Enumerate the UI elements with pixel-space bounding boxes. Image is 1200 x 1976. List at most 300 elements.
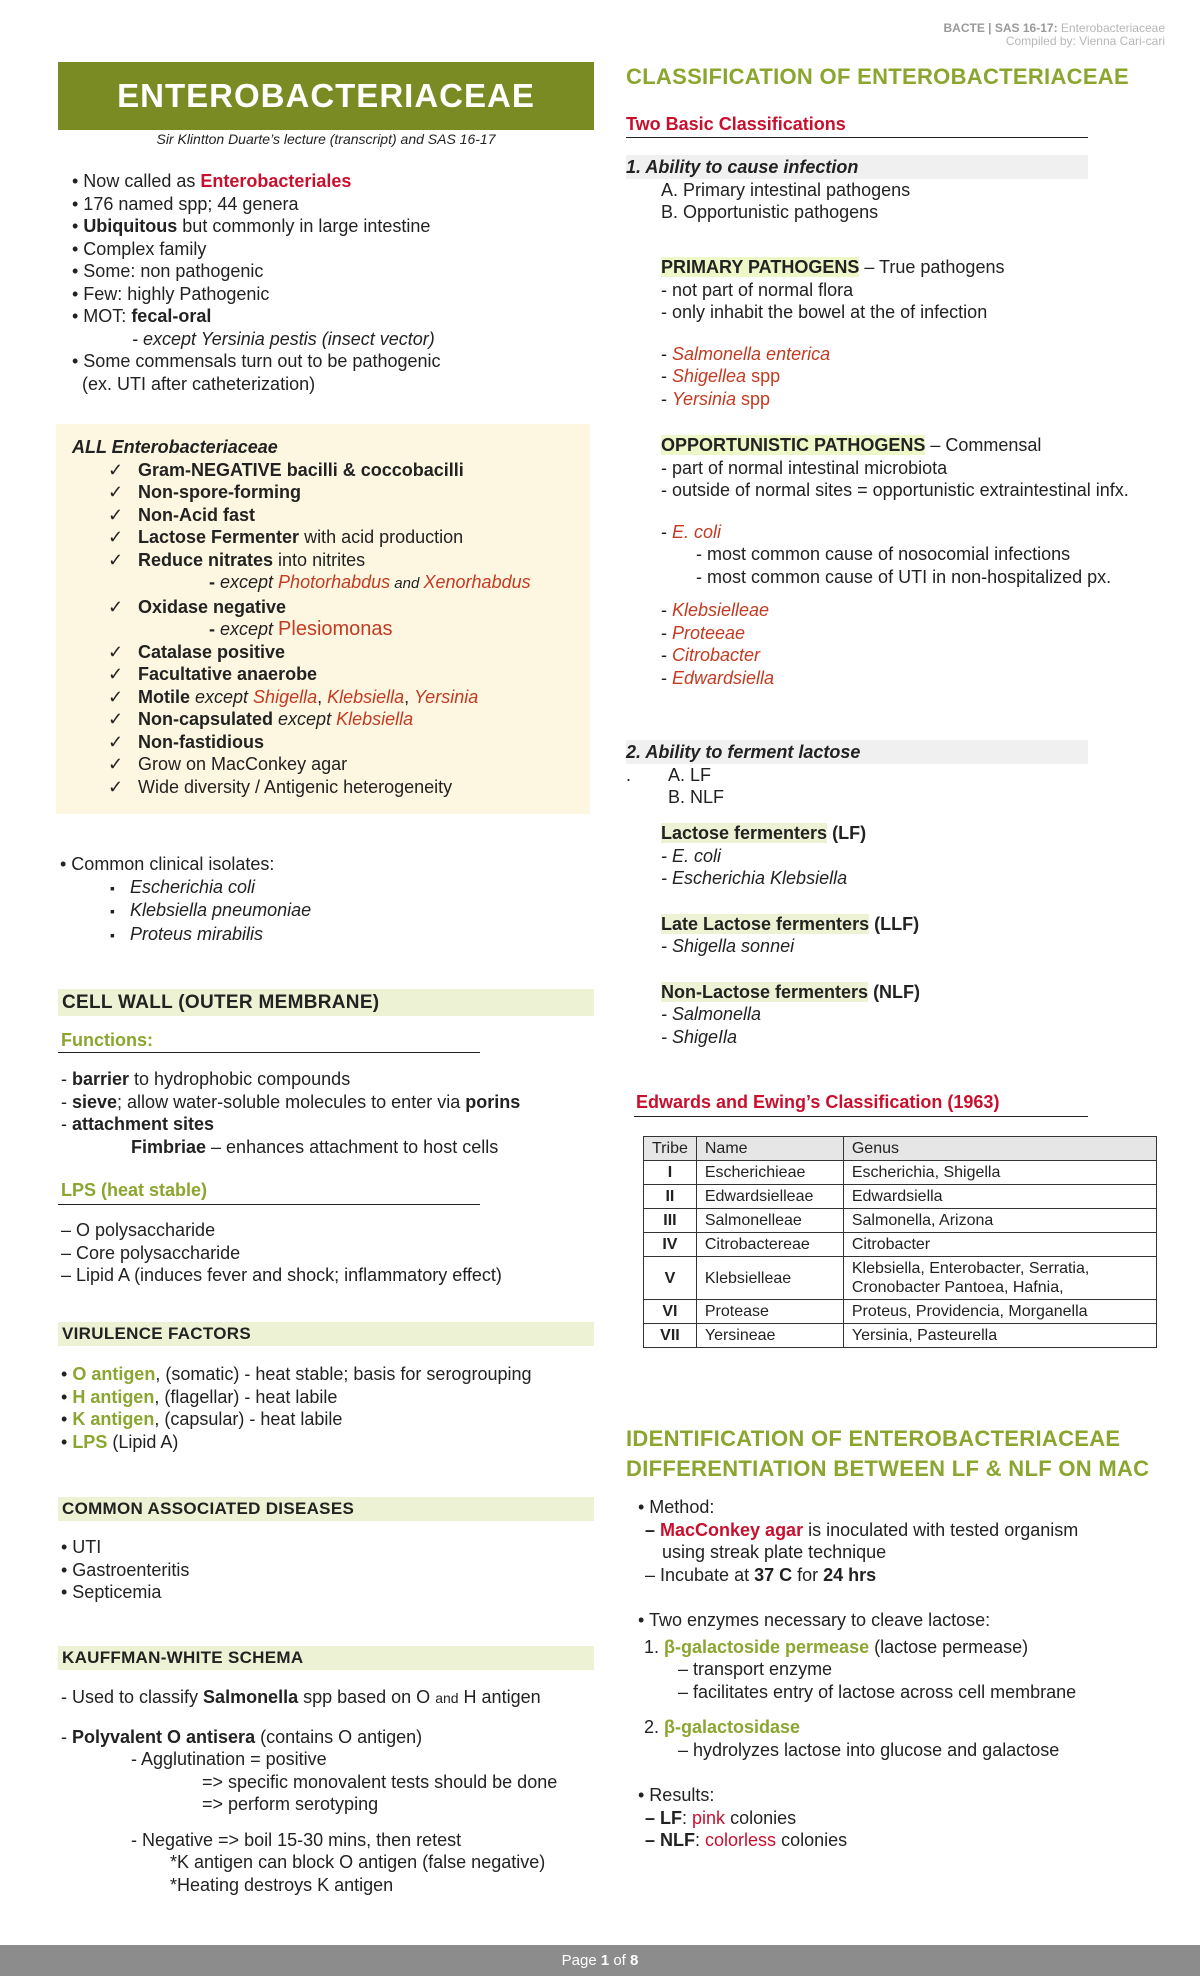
intro-item: • Complex family bbox=[72, 238, 207, 259]
tribe-cell: II bbox=[644, 1185, 697, 1209]
text-bold: Non-fastidious bbox=[138, 731, 264, 752]
tribe-cell: V bbox=[644, 1257, 697, 1300]
property-item bbox=[108, 663, 531, 686]
llf-heading-line bbox=[661, 913, 920, 936]
table-header-row bbox=[644, 1137, 1157, 1161]
text-bold: fecal-oral bbox=[131, 306, 212, 326]
property-item bbox=[108, 686, 531, 709]
kauffman-content bbox=[61, 1686, 557, 1896]
column-header: Tribe bbox=[644, 1137, 697, 1161]
text-bold: Fimbriae bbox=[131, 1136, 207, 1157]
primary-item: - only inhabit the bowel at the of infection bbox=[661, 302, 988, 322]
text: – bbox=[645, 1807, 661, 1828]
tribe-cell: VI bbox=[644, 1300, 697, 1324]
page-number: 1 bbox=[600, 1952, 610, 1969]
lps-item: – O polysaccharide bbox=[61, 1220, 216, 1240]
name-cell: Citrobactereae bbox=[696, 1233, 843, 1257]
column-header: Name bbox=[696, 1137, 843, 1161]
lf-item: - E. coli bbox=[661, 845, 722, 866]
isolate-item bbox=[110, 899, 311, 923]
lactose-groups bbox=[661, 822, 920, 1048]
organism: Yersinia bbox=[672, 388, 737, 409]
organism-item bbox=[661, 667, 1129, 690]
text-bold: H antigen bbox=[72, 1386, 155, 1407]
square-bullet-icon: ▪ bbox=[110, 879, 115, 896]
text: 1. bbox=[644, 1636, 665, 1657]
text-bold: Catalase positive bbox=[138, 641, 286, 662]
check-icon: ✓ bbox=[108, 641, 124, 662]
text-bold: Motile bbox=[138, 686, 190, 707]
text: - bbox=[661, 388, 672, 409]
results-heading: • Results: bbox=[638, 1785, 715, 1805]
tribe-cell: VII bbox=[644, 1324, 697, 1348]
text-bold: LPS bbox=[72, 1431, 108, 1452]
table-row bbox=[644, 1324, 1157, 1348]
text: except bbox=[220, 619, 279, 639]
color-word: colorless bbox=[705, 1830, 777, 1850]
nlf-heading-line bbox=[661, 981, 920, 1004]
method-heading: • Method: bbox=[638, 1497, 715, 1517]
text-bold: (NLF) bbox=[868, 981, 921, 1002]
ecoli-note: - most common cause of nosocomial infections bbox=[696, 544, 1071, 564]
text: colonies bbox=[776, 1830, 848, 1850]
text: : bbox=[682, 1807, 693, 1828]
identification-heading-1: IDENTIFICATION OF ENTEROBACTERIACEAE bbox=[626, 1426, 1121, 1451]
text-bold: Polyvalent O antisera bbox=[72, 1726, 256, 1747]
text: • bbox=[61, 1409, 73, 1429]
genus-cell: Yersinia, Pasteurella bbox=[843, 1324, 1156, 1348]
text-bold: Ubiquitous bbox=[83, 216, 178, 236]
organism: Klebsiella bbox=[336, 709, 414, 729]
intro-item: • Some commensals turn out to be pathogenic bbox=[72, 351, 441, 371]
column-header: Genus bbox=[843, 1137, 1156, 1161]
text: spp bbox=[746, 366, 781, 386]
page-title: ENTEROBACTERIACEAE bbox=[58, 62, 594, 130]
identification-heading-2: DIFFERENTIATION BETWEEN LF & NLF ON MAC bbox=[626, 1456, 1150, 1481]
text-bold: 37 C bbox=[754, 1564, 793, 1585]
primary-heading-line bbox=[661, 256, 1004, 279]
lps-item: – Lipid A (induces fever and shock; inflammatory effect) bbox=[61, 1265, 502, 1285]
check-icon: ✓ bbox=[108, 731, 124, 752]
square-bullet-icon: ▪ bbox=[110, 903, 115, 919]
disease-item: • UTI bbox=[61, 1537, 102, 1557]
property-exception bbox=[108, 618, 531, 641]
property-list bbox=[72, 459, 531, 799]
function-item bbox=[61, 1068, 520, 1091]
name-cell: Edwardsielleae bbox=[696, 1185, 843, 1209]
organism: Edwardsiella bbox=[672, 667, 775, 688]
classification-item bbox=[626, 764, 860, 787]
lps-heading: LPS (heat stable) bbox=[61, 1180, 208, 1200]
genus-cell: Salmonella, Arizona bbox=[843, 1209, 1156, 1233]
enzyme-item bbox=[638, 1716, 1078, 1739]
function-item bbox=[61, 1113, 520, 1136]
text-bold: attachment sites bbox=[72, 1114, 215, 1134]
isolates-list bbox=[60, 876, 311, 947]
text: A. LF bbox=[668, 764, 712, 785]
check-icon: ✓ bbox=[108, 549, 124, 570]
text: , bbox=[317, 686, 328, 707]
text: - bbox=[661, 667, 672, 688]
name-cell: Salmonelleae bbox=[696, 1209, 843, 1233]
compiler-label: Compiled by: Vienna Cari-cari bbox=[1005, 34, 1165, 48]
intro-item bbox=[72, 215, 441, 238]
organism-item bbox=[661, 599, 1129, 622]
text: ; allow water-soluble molecules to enter via bbox=[117, 1091, 466, 1112]
organism: Citrobacter bbox=[672, 645, 761, 665]
text: - bbox=[661, 343, 672, 364]
result-item bbox=[638, 1807, 1078, 1830]
text: • bbox=[61, 1386, 73, 1407]
isolate-item bbox=[110, 923, 311, 947]
tribe-cell: I bbox=[644, 1161, 697, 1185]
genus-cell: Klebsiella, Enterobacter, Serratia, Cronobacter Pantoea, Hafnia, bbox=[843, 1257, 1156, 1300]
property-item bbox=[108, 549, 531, 572]
text-bold: 24 hrs bbox=[823, 1564, 877, 1585]
table-row bbox=[644, 1300, 1157, 1324]
text-bold: O antigen bbox=[72, 1364, 156, 1384]
organism: Photorhabdus bbox=[278, 572, 391, 592]
two-basic-heading: Two Basic Classifications bbox=[626, 114, 846, 134]
isolates-heading: • Common clinical isolates: bbox=[60, 854, 275, 874]
text: of bbox=[609, 1952, 631, 1969]
isolate-item bbox=[110, 876, 311, 900]
name-cell: Klebsielleae bbox=[696, 1257, 843, 1300]
check-icon: ✓ bbox=[108, 776, 124, 797]
property-item bbox=[108, 596, 531, 619]
text-bold: sieve bbox=[72, 1091, 118, 1112]
intro-item: • 176 named spp; 44 genera bbox=[72, 193, 299, 214]
check-icon: ✓ bbox=[108, 686, 124, 707]
opportunistic-heading-line bbox=[661, 434, 1129, 457]
text: . bbox=[626, 764, 632, 785]
text-bold: Salmonella bbox=[203, 1687, 299, 1707]
all-box-heading: ALL Enterobacteriaceae bbox=[72, 437, 278, 457]
organism-item bbox=[661, 388, 1004, 411]
text: , bbox=[404, 686, 415, 707]
page-footer bbox=[0, 1945, 1200, 1976]
text: (lactose permease) bbox=[869, 1636, 1029, 1657]
text-bold: (LF) bbox=[827, 823, 867, 843]
classification-2 bbox=[626, 741, 860, 809]
property-item bbox=[108, 481, 531, 504]
text-bold: Non-spore-forming bbox=[138, 482, 301, 502]
primary-item: - not part of normal flora bbox=[661, 279, 854, 300]
page-header bbox=[944, 22, 1165, 48]
virulence-heading: VIRULENCE FACTORS bbox=[58, 1322, 594, 1346]
text: Klebsiella pneumoniae bbox=[130, 900, 312, 920]
course-label: BACTE | SAS 16-17: bbox=[943, 21, 1058, 35]
all-box-content bbox=[72, 436, 531, 798]
genus-cell: Escherichia, Shigella bbox=[843, 1161, 1156, 1185]
text-bold: Gram-NEGATIVE bbox=[138, 459, 282, 480]
text: , (somatic) - heat stable; basis for serogrouping bbox=[155, 1364, 532, 1384]
table-row bbox=[644, 1185, 1157, 1209]
check-icon: ✓ bbox=[108, 527, 124, 547]
text: , (flagellar) - heat labile bbox=[154, 1386, 338, 1407]
check-icon: ✓ bbox=[108, 754, 124, 774]
text: colonies bbox=[725, 1807, 797, 1828]
genus-cell: Citrobacter bbox=[843, 1233, 1156, 1257]
name-cell: Escherichieae bbox=[696, 1161, 843, 1185]
enzyme-note: – transport enzyme bbox=[678, 1659, 833, 1679]
virulence-item bbox=[61, 1408, 532, 1431]
text: Page bbox=[561, 1952, 601, 1969]
text: Grow on MacConkey agar bbox=[138, 754, 348, 774]
table-row bbox=[644, 1161, 1157, 1185]
virulence-item bbox=[61, 1363, 532, 1386]
lf-item: - Escherichia Klebsiella bbox=[661, 868, 848, 888]
divider bbox=[634, 1116, 1088, 1117]
text: - bbox=[661, 645, 672, 665]
nlf-item: - ShigeIla bbox=[661, 1026, 738, 1047]
tribe-table bbox=[643, 1136, 1157, 1348]
primary-pathogens bbox=[661, 256, 1004, 410]
ecoli-note: - most common cause of UTI in non-hospitalized px. bbox=[696, 566, 1112, 587]
name-cell: Protease bbox=[696, 1300, 843, 1324]
text: Escherichia coli bbox=[130, 876, 256, 897]
text: but commonly in large intestine bbox=[177, 216, 431, 236]
text: – True pathogens bbox=[859, 257, 1005, 277]
table-row bbox=[644, 1233, 1157, 1257]
cell-wall-functions bbox=[61, 1068, 520, 1158]
cell-wall-heading: CELL WALL (OUTER MEMBRANE) bbox=[58, 989, 594, 1016]
organism: Proteeae bbox=[672, 622, 746, 643]
text: spp bbox=[736, 388, 771, 409]
method-item bbox=[638, 1519, 1078, 1542]
text: spp based on O bbox=[298, 1687, 436, 1707]
property-item bbox=[108, 753, 531, 776]
virulence-item bbox=[61, 1431, 532, 1454]
organism-item bbox=[661, 622, 1129, 645]
llf-item: - Shigella sonnei bbox=[661, 936, 795, 956]
kauffman-heading: KAUFFMAN-WHITE SCHEMA bbox=[58, 1646, 594, 1670]
organism-item bbox=[661, 343, 1004, 366]
text: - bbox=[61, 1726, 72, 1747]
property-item bbox=[108, 504, 531, 527]
divider bbox=[58, 1204, 480, 1205]
diseases-list bbox=[61, 1536, 189, 1604]
property-item bbox=[108, 731, 531, 754]
organism-item bbox=[661, 644, 1129, 667]
check-icon: ✓ bbox=[108, 482, 124, 502]
property-item bbox=[108, 641, 531, 664]
text-bold: Oxidase negative bbox=[138, 596, 287, 617]
functions-heading: Functions: bbox=[61, 1030, 153, 1050]
text: with acid production bbox=[299, 527, 464, 547]
text: to hydrophobic compounds bbox=[129, 1069, 351, 1089]
classification-item: B. NLF bbox=[668, 787, 725, 807]
property-item bbox=[108, 526, 531, 549]
text: – enhances attachment to host cells bbox=[206, 1136, 499, 1157]
color-word: pink bbox=[692, 1807, 726, 1828]
text: (Lipid A) bbox=[107, 1431, 179, 1452]
classification-2-heading: 2. Ability to ferment lactose bbox=[626, 742, 861, 762]
text: • bbox=[61, 1431, 73, 1452]
text: into nitrites bbox=[273, 549, 366, 570]
clinical-isolates bbox=[60, 853, 311, 946]
enzymes-heading: • Two enzymes necessary to cleave lactose: bbox=[638, 1610, 991, 1630]
text-bold: MacConkey agar bbox=[660, 1519, 804, 1540]
text-bold: Lactose Fermenter bbox=[138, 527, 300, 547]
edwards-heading: Edwards and Ewing’s Classification (1963) bbox=[636, 1092, 1000, 1112]
organism: Shigellea bbox=[672, 366, 747, 386]
organism: Klebsiella bbox=[327, 686, 405, 707]
text: for bbox=[792, 1564, 824, 1585]
intro-item bbox=[72, 170, 441, 193]
intro-item: - except Yersinia pestis (insect vector) bbox=[132, 328, 435, 349]
check-icon: ✓ bbox=[108, 709, 124, 729]
organism: Plesiomonas bbox=[278, 618, 393, 640]
text: Proteus mirabilis bbox=[130, 923, 264, 944]
text: - bbox=[209, 619, 220, 639]
text: - bbox=[61, 1114, 72, 1134]
genus-cell: Edwardsiella bbox=[843, 1185, 1156, 1209]
divider bbox=[58, 1052, 480, 1053]
check-icon: ✓ bbox=[108, 596, 124, 617]
method-item bbox=[638, 1564, 1078, 1587]
name-cell: Yersineae bbox=[696, 1324, 843, 1348]
text: Wide diversity / Antigenic heterogeneity bbox=[138, 776, 453, 797]
kauffman-item: => specific monovalent tests should be done bbox=[202, 1771, 558, 1792]
text: except bbox=[273, 709, 337, 729]
llf-heading: Late Lactose fermenters bbox=[661, 913, 870, 934]
property-item bbox=[108, 459, 531, 482]
text: - bbox=[661, 622, 672, 643]
lps-list bbox=[61, 1219, 502, 1287]
text: - bbox=[61, 1091, 72, 1112]
text-bold: Non-capsulated bbox=[138, 709, 274, 729]
virulence-list bbox=[61, 1363, 532, 1453]
square-bullet-icon: ▪ bbox=[110, 926, 115, 943]
text-bold: Non-Acid fast bbox=[138, 504, 255, 525]
text: • Now called as bbox=[72, 171, 201, 191]
text: - bbox=[61, 1069, 72, 1089]
opportunistic-item: - outside of normal sites = opportunistic extraintestinal infx. bbox=[661, 480, 1129, 500]
property-item bbox=[108, 708, 531, 731]
text: – bbox=[645, 1830, 661, 1850]
text: - bbox=[209, 572, 220, 592]
text: except bbox=[220, 572, 279, 592]
diseases-heading: COMMON ASSOCIATED DISEASES bbox=[58, 1497, 594, 1521]
text: • MOT: bbox=[72, 306, 132, 326]
lf-heading-line bbox=[661, 822, 920, 845]
enzyme-note: – hydrolyzes lactose into glucose and galactose bbox=[678, 1739, 1060, 1760]
text: (contains O antigen) bbox=[255, 1726, 423, 1747]
organism: E. coli bbox=[672, 521, 722, 542]
enzyme-note: – facilitates entry of lactose across cell membrane bbox=[678, 1681, 1077, 1702]
intro-item bbox=[72, 305, 441, 328]
identification-content bbox=[638, 1496, 1078, 1852]
genus-cell: Proteus, Providencia, Morganella bbox=[843, 1300, 1156, 1324]
organism: Shigella bbox=[253, 686, 318, 707]
intro-item: • Few: highly Pathogenic bbox=[72, 283, 270, 304]
text-bold: barrier bbox=[72, 1069, 130, 1089]
text: - bbox=[661, 600, 672, 620]
text-bold: (LLF) bbox=[869, 913, 920, 934]
tribe-cell: IV bbox=[644, 1233, 697, 1257]
table-row bbox=[644, 1209, 1157, 1233]
nlf-heading: Non-Lactose fermenters bbox=[661, 981, 869, 1002]
property-exception bbox=[108, 571, 531, 596]
lf-heading: Lactose fermenters bbox=[661, 823, 828, 843]
property-item bbox=[108, 776, 531, 799]
text-bold: β-galactoside permease bbox=[664, 1636, 870, 1657]
kauffman-item bbox=[61, 1726, 557, 1749]
method-item: using streak plate technique bbox=[662, 1542, 887, 1562]
text-bold: Reduce nitrates bbox=[138, 549, 274, 570]
lps-item: – Core polysaccharide bbox=[61, 1242, 241, 1263]
opportunistic-pathogens bbox=[661, 434, 1129, 689]
opportunistic-pathogens-heading: OPPORTUNISTIC PATHOGENS bbox=[661, 435, 926, 455]
table-row bbox=[644, 1257, 1157, 1300]
text: • bbox=[72, 216, 84, 236]
text: 2. bbox=[644, 1717, 665, 1737]
text-bold: LF bbox=[660, 1807, 683, 1828]
intro-item: (ex. UTI after catheterization) bbox=[82, 373, 316, 394]
organism-item bbox=[661, 521, 1129, 544]
kauffman-item: - Agglutination = positive bbox=[131, 1749, 327, 1769]
classification-1-heading: 1. Ability to cause infection bbox=[626, 157, 859, 177]
text: – Incubate at bbox=[645, 1564, 755, 1585]
function-item bbox=[61, 1136, 520, 1159]
page-total: 8 bbox=[630, 1952, 639, 1969]
disease-item: • Septicemia bbox=[61, 1582, 162, 1602]
kauffman-item bbox=[61, 1686, 557, 1710]
organism: Yersinia bbox=[414, 686, 479, 707]
text: and bbox=[390, 575, 424, 592]
text: H antigen bbox=[458, 1687, 541, 1707]
divider bbox=[626, 137, 1088, 138]
disease-item: • Gastroenteritis bbox=[61, 1559, 190, 1580]
text: , (capsular) - heat labile bbox=[154, 1409, 343, 1429]
text: • bbox=[61, 1364, 73, 1384]
classification-item: A. Primary intestinal pathogens bbox=[661, 179, 911, 200]
identification-heading bbox=[626, 1424, 1149, 1484]
topic-label: Enterobacteriaceae bbox=[1060, 21, 1165, 35]
nlf-item: - Salmonella bbox=[661, 1004, 762, 1024]
text-bold: β-galactosidase bbox=[664, 1717, 801, 1737]
kauffman-item: => perform serotyping bbox=[202, 1794, 379, 1814]
text: - bbox=[661, 366, 672, 386]
classification-item: B. Opportunistic pathogens bbox=[661, 202, 879, 222]
virulence-item bbox=[61, 1386, 532, 1409]
text: – bbox=[645, 1519, 661, 1540]
text-bold: NLF bbox=[660, 1830, 696, 1850]
text: - Used to classify bbox=[61, 1687, 204, 1707]
organism: Klebsielleae bbox=[672, 600, 770, 620]
check-icon: ✓ bbox=[108, 504, 124, 525]
text-bold: bacilli & coccobacilli bbox=[281, 459, 464, 480]
result-item bbox=[638, 1829, 1078, 1852]
tribe-cell: III bbox=[644, 1209, 697, 1233]
text-bold: Facultative anaerobe bbox=[138, 664, 318, 684]
kauffman-item: - Negative => boil 15-30 mins, then retest bbox=[131, 1829, 462, 1850]
kauffman-item: *Heating destroys K antigen bbox=[170, 1874, 394, 1895]
check-icon: ✓ bbox=[108, 664, 124, 684]
organism-item bbox=[661, 365, 1004, 388]
text: is inoculated with tested organism bbox=[803, 1519, 1079, 1540]
text: - bbox=[661, 521, 672, 542]
page-subtitle: Sir Klintton Duarte’s lecture (transcript) and SAS 16-17 bbox=[156, 131, 496, 147]
text: except bbox=[190, 686, 254, 707]
text-bold: porins bbox=[465, 1091, 521, 1112]
kauffman-item: *K antigen can block O antigen (false negative) bbox=[170, 1852, 546, 1872]
new-name: Enterobacteriales bbox=[200, 171, 352, 191]
text: and bbox=[435, 1690, 459, 1706]
primary-pathogens-heading: PRIMARY PATHOGENS bbox=[661, 257, 860, 277]
classification-1 bbox=[626, 156, 910, 224]
